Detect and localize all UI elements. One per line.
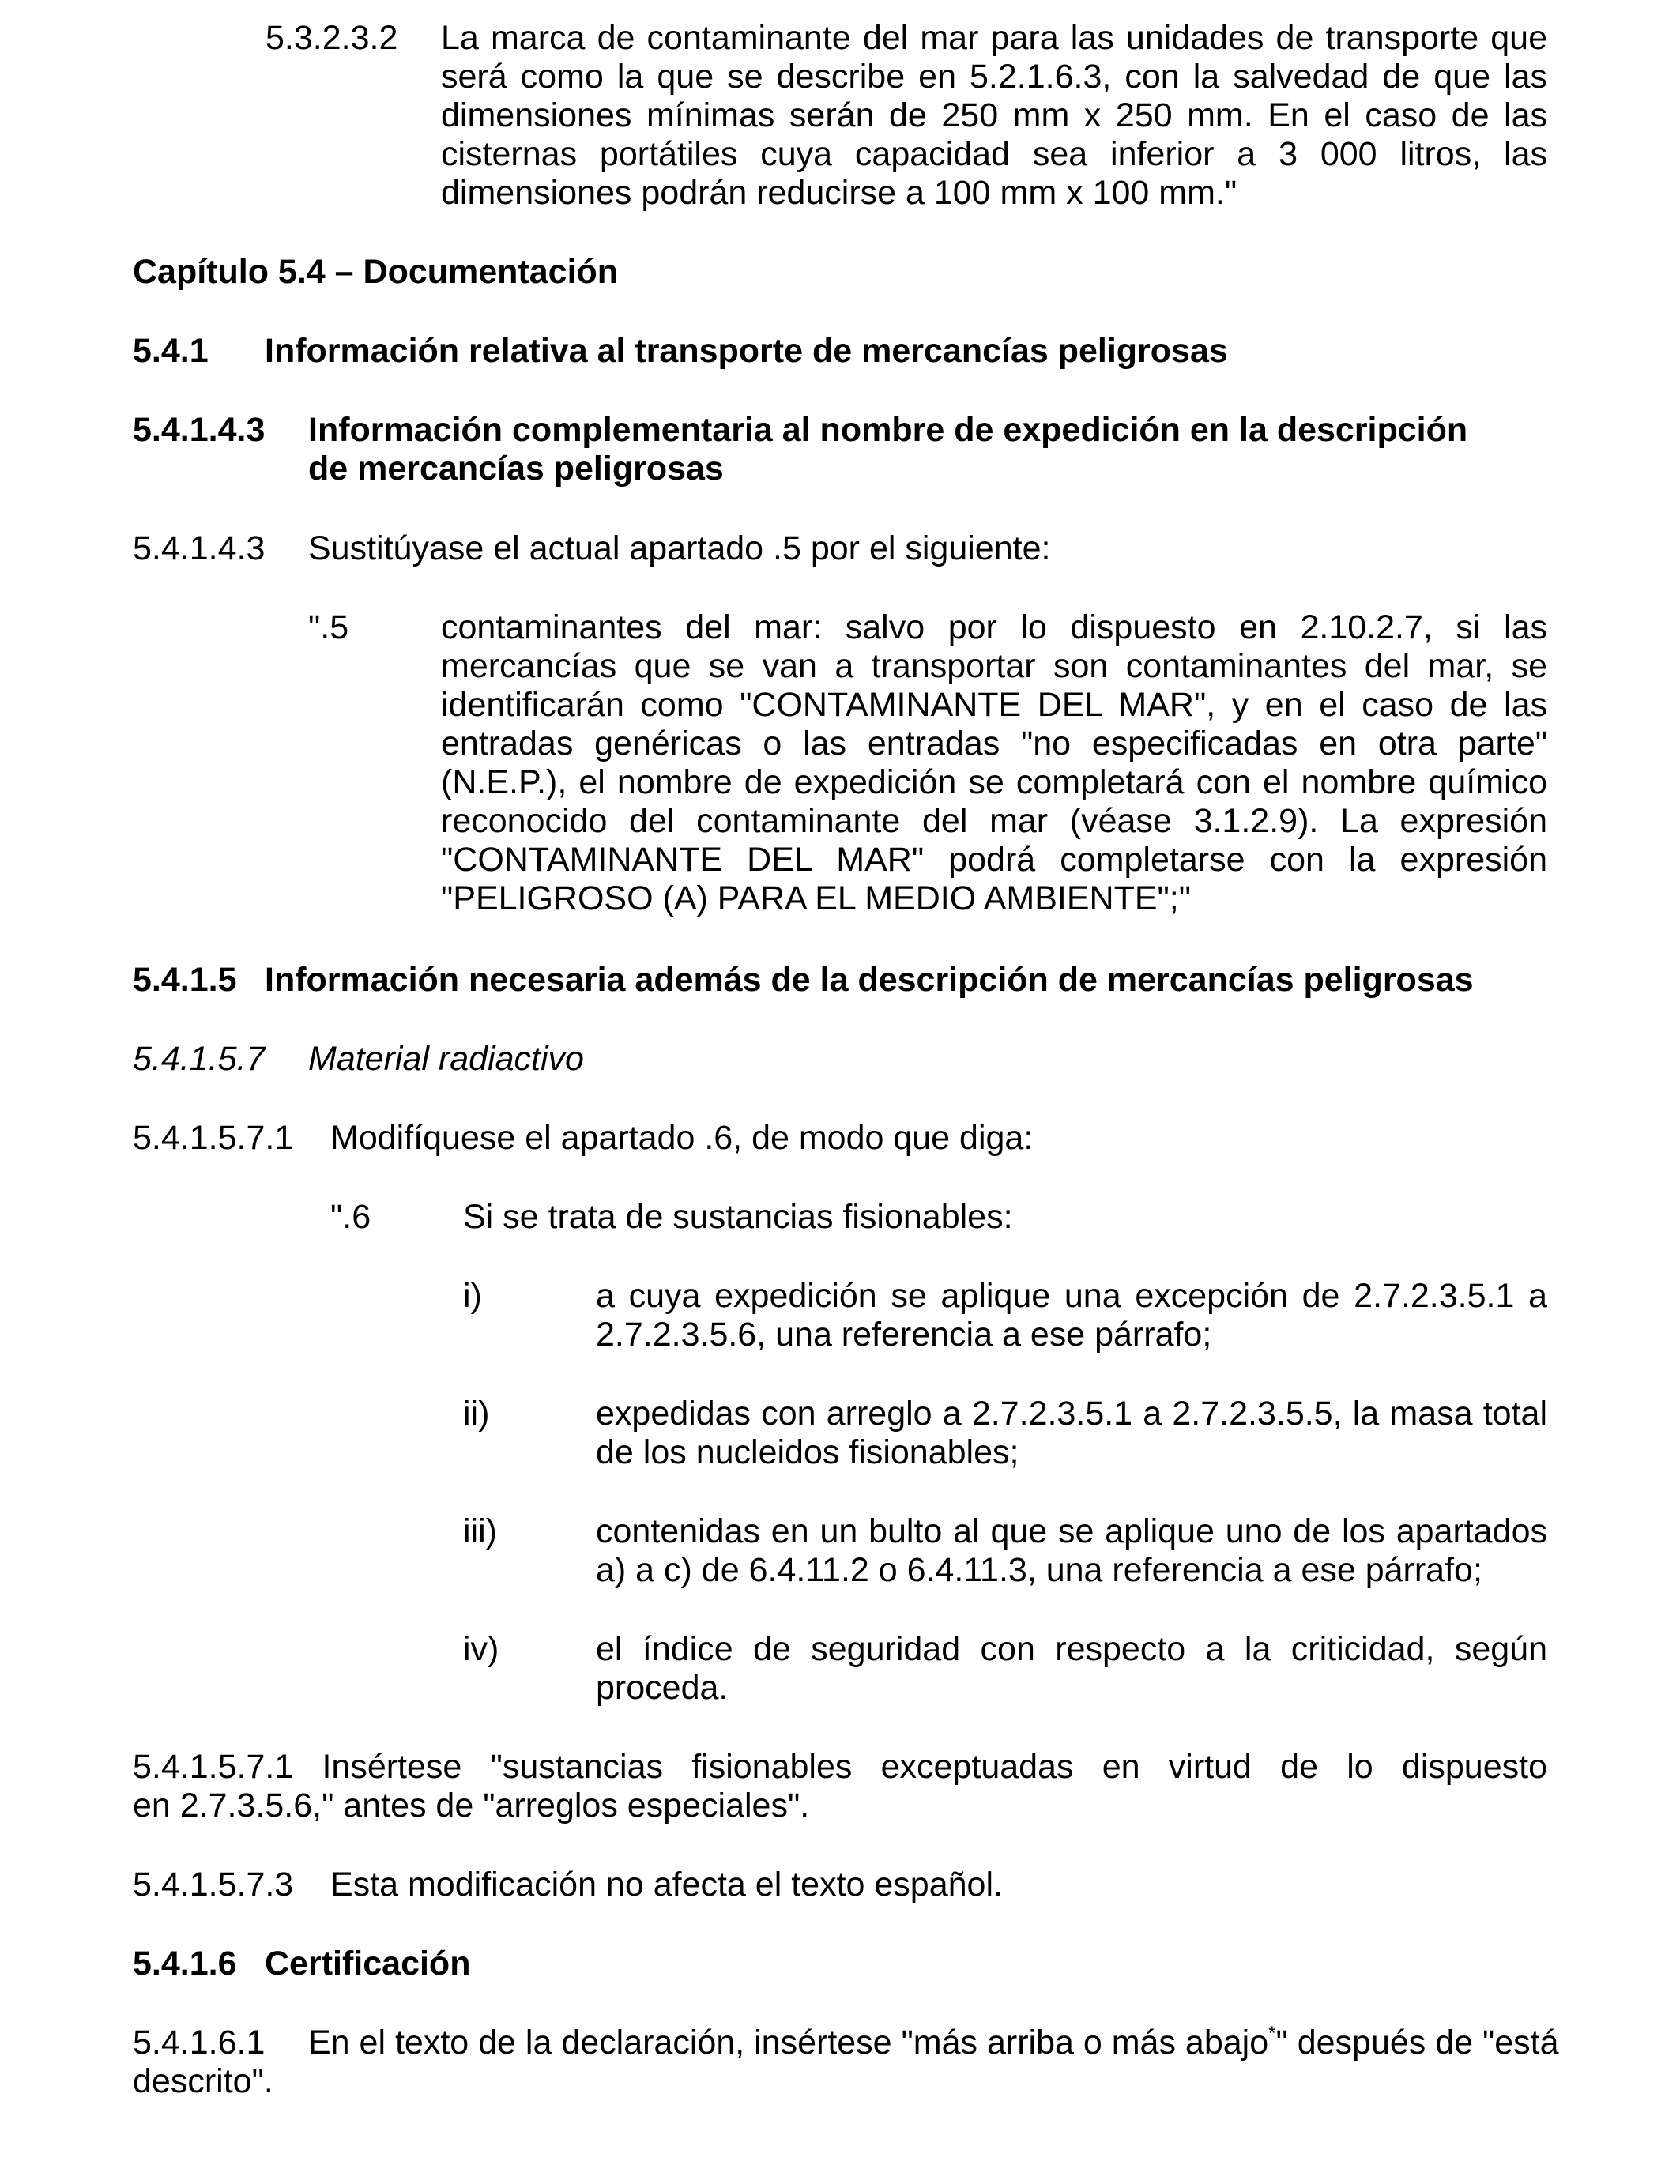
paragraph-text: Sustitúyase el actual apartado .5 por el siguiente: bbox=[308, 529, 1051, 567]
paragraph-5-3-2-3-2 bbox=[266, 19, 1547, 213]
item-text: contaminantes del mar: salvo por lo dispuesto en 2.10.2.7, si las mercancías que se van a transportar son contaminantes del mar, se identificarán como "CONTAMINANTE DEL MAR", y en el caso de las entradas genéricas o las entradas "no especificadas en otra parte" (N.E.P.), el nombre de expedición se completará con el nombre químico reconocido del contaminante del mar (véase 3.1.2.9). La expresión "CONTAMINANTE DEL MAR" podrá completarse con la expresión "PELIGROSO (A) PARA EL MEDIO AMBIENTE";" bbox=[441, 608, 1547, 917]
paragraph-line: descrito". bbox=[133, 2062, 273, 2100]
paragraph-number: 5.4.1.4.3 bbox=[133, 529, 266, 567]
paragraph-line: 5.4.1.5.7.1 Insértese "sustancias fisionables exceptuadas en virtud de lo dispuesto bbox=[133, 1748, 1547, 1786]
paragraph-5-4-1-5-7-1-insert bbox=[133, 1748, 1547, 1825]
paragraph-line: en 2.7.3.5.6," antes de "arreglos especiales". bbox=[133, 1787, 810, 1824]
heading-5-4-1-5 bbox=[133, 961, 1547, 1000]
paragraph-5-4-1-5-7-1 bbox=[133, 1119, 1547, 1158]
paragraph-text-part: " después de "está bbox=[1275, 2024, 1559, 2062]
heading-number: 5.4.1.5.7 bbox=[133, 1040, 266, 1078]
paragraph-line-1 bbox=[308, 2024, 1559, 2062]
paragraph-5-4-1-4-3 bbox=[133, 529, 1547, 568]
list-item bbox=[463, 1395, 1547, 1472]
paragraph-5-4-1-5-7-3 bbox=[133, 1866, 1547, 1904]
list-item-text: el índice de seguridad con respecto a la criticidad, según proceda. bbox=[596, 1630, 1547, 1707]
heading-number: 5.4.1.6 bbox=[133, 1945, 237, 1983]
item-number: ".6 bbox=[330, 1198, 371, 1236]
list-item-number: iv) bbox=[463, 1630, 499, 1668]
heading-5-4-1-6 bbox=[133, 1945, 1547, 1983]
chapter-heading: Capítulo 5.4 – Documentación bbox=[133, 253, 619, 291]
heading-text: Información relativa al transporte de mercancías peligrosas bbox=[265, 332, 1228, 370]
list-item-text: a cuya expedición se aplique una excepción de 2.7.2.3.5.1 a 2.7.2.3.5.6, una referencia a ese párrafo; bbox=[596, 1277, 1547, 1354]
paragraph-text-part: En el texto de la declaración, insértese "más arriba o más abajo bbox=[308, 2024, 1269, 2062]
item-number: ".5 bbox=[308, 608, 349, 646]
list-item-text: contenidas en un bulto al que se aplique uno de los apartados a) a c) de 6.4.11.2 o 6.4.11.3, una referencia a ese párrafo; bbox=[596, 1512, 1547, 1589]
item-text: Si se trata de sustancias fisionables: bbox=[463, 1198, 1013, 1236]
list-item-text: expedidas con arreglo a 2.7.2.3.5.1 a 2.7.2.3.5.5, la masa total de los nucleidos fisionables; bbox=[596, 1395, 1547, 1471]
paragraph-number: 5.4.1.6.1 bbox=[133, 2024, 266, 2062]
list-item-number: i) bbox=[463, 1277, 482, 1315]
heading-5-4-1-5-7 bbox=[133, 1040, 1547, 1079]
heading-text: Información complementaria al nombre de expedición en la descripción de mercancías peligrosas bbox=[308, 411, 1468, 488]
list-item-number: iii) bbox=[463, 1512, 497, 1550]
heading-text: Certificación bbox=[265, 1945, 471, 1983]
paragraph-text: La marca de contaminante del mar para las unidades de transporte que será como la que se describe en 5.2.1.6.3, con la salvedad de que las dimensiones mínimas serán de 250 mm x 250 mm. En el caso de las cisternas portátiles cuya capacidad sea inferior a 3 000 litros, las dimensiones podrán reducirse a 100 mm x 100 mm." bbox=[441, 19, 1547, 212]
heading-5-4-1 bbox=[133, 332, 1547, 371]
paragraph-5-4-1-6-1 bbox=[133, 2023, 1559, 2101]
list-item-number: ii) bbox=[463, 1395, 490, 1433]
paragraph-number: 5.3.2.3.2 bbox=[266, 19, 398, 57]
heading-number: 5.4.1 bbox=[133, 332, 209, 370]
heading-text: Material radiactivo bbox=[308, 1040, 584, 1078]
heading-number: 5.4.1.4.3 bbox=[133, 411, 266, 449]
paragraph-text: Modifíquese el apartado .6, de modo que diga: bbox=[330, 1119, 1034, 1157]
heading-number: 5.4.1.5 bbox=[133, 961, 237, 999]
list-item bbox=[463, 1630, 1547, 1708]
heading-text: Información necesaria además de la descripción de mercancías peligrosas bbox=[265, 961, 1474, 999]
list-item bbox=[463, 1277, 1547, 1354]
paragraph-number: 5.4.1.5.7.3 bbox=[133, 1866, 294, 1903]
quoted-item-6 bbox=[330, 1198, 1547, 1237]
paragraph-text: Esta modificación no afecta el texto español. bbox=[330, 1866, 1003, 1903]
list-item bbox=[463, 1512, 1547, 1590]
footnote-marker: * bbox=[1268, 2023, 1276, 2044]
quoted-item-5 bbox=[308, 608, 1547, 918]
paragraph-number: 5.4.1.5.7.1 bbox=[133, 1119, 294, 1157]
heading-5-4-1-4-3 bbox=[133, 411, 1547, 488]
